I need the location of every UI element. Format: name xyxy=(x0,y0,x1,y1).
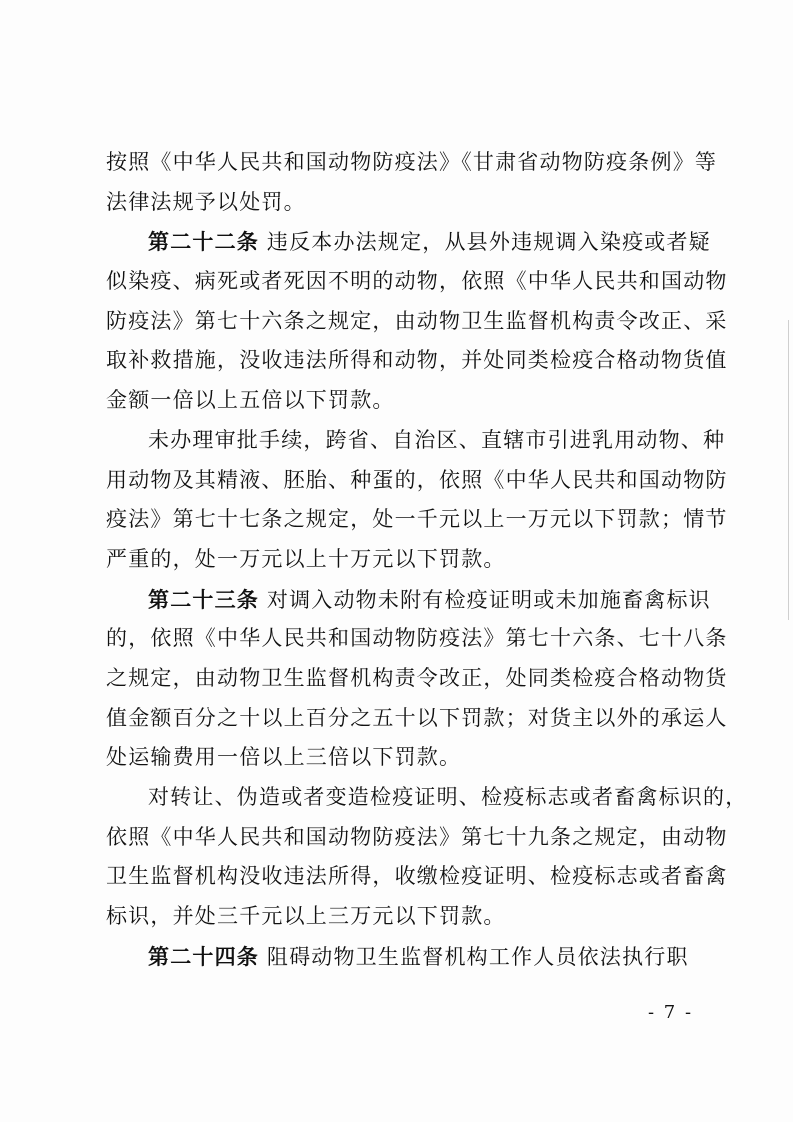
text-line xyxy=(106,738,702,778)
line-text: 对调入动物未附有检疫证明或未加施畜禽标识 xyxy=(259,587,711,612)
line-text: 未办理审批手续，跨省、自治区、直辖市引进乳用动物、种 xyxy=(148,427,726,452)
line-text: 取补救措施，没收违法所得和动物，并处同类检疫合格动物货值 xyxy=(106,348,728,373)
line-text: 对转让、伪造或者变造检疫证明、检疫标志或者畜禽标识的， xyxy=(148,785,748,809)
text-line xyxy=(106,897,702,937)
line-text: 疫法》第七十七条之规定，处一千元以上一万元以下罚款；情节 xyxy=(106,507,728,532)
line-text: 法律法规予以处罚。 xyxy=(106,189,306,214)
text-line xyxy=(106,143,718,183)
document-body xyxy=(106,143,748,976)
text-line xyxy=(106,857,728,897)
text-line xyxy=(106,699,728,739)
text-line xyxy=(106,381,702,421)
text-line xyxy=(106,619,728,659)
text-line xyxy=(106,302,728,342)
line-text: 依照《中华人民共和国动物防疫法》第七十九条之规定，由动物 xyxy=(106,824,728,849)
line-text: 处运输费用一倍以上三倍以下罚款。 xyxy=(106,745,462,770)
article-number: 第二十二条 xyxy=(148,229,259,255)
page-number: - 7 - xyxy=(648,1002,694,1023)
text-line xyxy=(106,183,702,223)
line-text: 违反本办法规定，从县外违规调入染疫或者疑 xyxy=(259,230,711,255)
scan-edge-line xyxy=(788,320,789,620)
text-line xyxy=(106,461,728,501)
line-text: 值金额百分之十以上百分之五十以下罚款；对货主以外的承运人 xyxy=(106,705,728,730)
line-text: 之规定，由动物卫生监督机构责令改正，处同类检疫合格动物货 xyxy=(106,665,728,690)
text-line xyxy=(106,659,728,699)
line-text: 用动物及其精液、胚胎、种蛋的，依照《中华人民共和国动物防 xyxy=(106,467,728,492)
article-heading-line xyxy=(106,580,711,620)
text-line xyxy=(106,778,748,818)
text-line xyxy=(106,262,728,302)
line-text: 卫生监督机构没收违法所得，收缴检疫证明、检疫标志或者畜禽 xyxy=(106,864,728,889)
text-line xyxy=(106,500,728,540)
article-heading-line xyxy=(106,222,711,262)
line-text: 严重的，处一万元以上十万元以下罚款。 xyxy=(106,546,506,571)
line-text: 阻碍动物卫生监督机构工作人员依法执行职 xyxy=(259,944,689,969)
text-line xyxy=(106,540,702,580)
line-text: 金额一倍以上五倍以下罚款。 xyxy=(106,388,395,413)
text-line xyxy=(106,341,728,381)
text-line xyxy=(106,818,728,858)
line-text: 防疫法》第七十六条之规定，由动物卫生监督机构责令改正、采 xyxy=(106,308,728,333)
line-text: 标识，并处三千元以上三万元以下罚款。 xyxy=(106,904,506,929)
article-number: 第二十三条 xyxy=(148,586,259,612)
article-number: 第二十四条 xyxy=(148,943,259,969)
line-text: 的，依照《中华人民共和国动物防疫法》第七十六条、七十八条 xyxy=(106,626,728,651)
text-line xyxy=(106,421,726,461)
line-text: 按照《中华人民共和国动物防疫法》《甘肃省动物防疫条例》等 xyxy=(106,150,718,174)
line-text: 似染疫、病死或者死因不明的动物，依照《中华人民共和国动物 xyxy=(106,269,728,294)
article-heading-line xyxy=(106,937,702,977)
